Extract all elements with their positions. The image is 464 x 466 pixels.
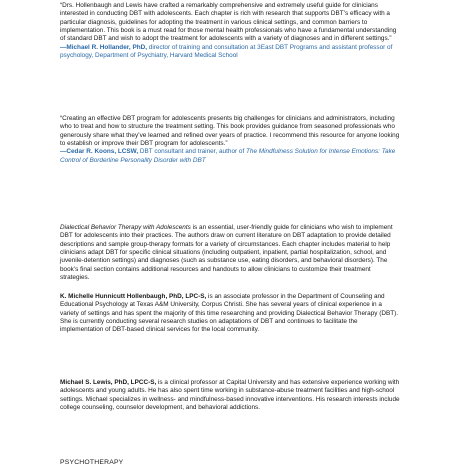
quote-text: “Creating an effective DBT program for adolescents presents big challenges for clinicians and administrators, including who to treat and how to structure the treatment setting. This book provides guidance from seasoned professionals who generously share what they’ve learned and refined over years of practice. I recommend this resource for anyone looking to establish or improve their DBT program for adolescents.” <box>60 115 400 148</box>
quote-author-credentials: DBT consultant and trainer, author of <box>139 148 245 156</box>
author-bio-text: is an associate professor in the Department of Counseling and Educational Psychology at Texas A&M University, Corpus Christi. She has several years of clinical experience in a variety of settings and has spent the majority of this time researching and providing Dialectical Behavior Therapy (DBT). She is currently conducting several research studies on adaptations of DBT and continues to facilitate the implementation of DBT-based clinical services for the local community. <box>60 293 399 334</box>
book-title: Dialectical Behavior Therapy with Adolescents <box>60 224 191 231</box>
endorsement-quote-koons <box>60 115 400 165</box>
author-bio-hollenbaugh <box>60 293 400 335</box>
subject-category: PSYCHOTHERAPY <box>60 459 124 466</box>
quote-attribution <box>60 44 400 61</box>
quote-text: “Drs. Hollenbaugh and Lewis have crafted a remarkably comprehensive and extremely useful guide for clinicians interested in conducting DBT with adolescents. Each chapter is rich with research that supports DBT’s efficacy with a particular diagnosis, guidelines for adopting the treatment in various clinical settings, and common barriers to implementation. This book is a must read for those mental health professionals who have a fundamental understanding of standard DBT and wish to adopt the treatment for adolescents with a variety of diagnoses and in different settings.” <box>60 2 397 43</box>
author-name: Michael S. Lewis, PhD, LPCC-S, <box>60 379 157 386</box>
endorsement-quote-hollander <box>60 2 400 60</box>
quote-author-book-title: The Mindfulness Solution for Intense Emotions: Take Control of Borderline Personality Disorder with DBT <box>60 148 396 164</box>
description-text: is an essential, user-friendly guide for clinicians who wish to implement DBT for adolescents into their practices. The authors draw on current literature on DBT adaptation to provide detailed descriptions and sample group-therapy formats for a variety of circumstances. Each chapter includes material to help clinicians adapt DBT for specific clinical situations (including outpatient, inpatient, partial hospitalization, school, and juvenile-detention settings) and diagnoses (such as substance use, eating disorders, and behavioral disorders). The book’s final section contains additional resources and handouts to allow clinicians to customize their treatment strategies. <box>60 224 393 282</box>
author-bio-text: is a clinical professor at Capital University and has extensive experience working with adolescents and young adults. He has also spent time working in substance-abuse treatment facilities and high-school settings. Michael specializes in wellness- and mindfulness-based innovative interventions. His research interests include college counseling, counselor development, and behavioral addictions. <box>60 379 400 412</box>
quote-author: —Michael R. Hollander, PhD, <box>60 43 148 51</box>
quote-author-credentials: director of training and consultation at 3East DBT Programs and assistant professor of psychology, Department of Psychiatry, Harvard Medical School <box>60 43 393 60</box>
book-description <box>60 224 400 282</box>
author-name: K. Michelle Hunnicutt Hollenbaugh, PhD, LPC-S, <box>60 293 207 300</box>
quote-author: —Cedar R. Koons, LCSW, <box>60 148 139 156</box>
quote-attribution <box>60 148 400 165</box>
author-bio-lewis <box>60 379 400 412</box>
